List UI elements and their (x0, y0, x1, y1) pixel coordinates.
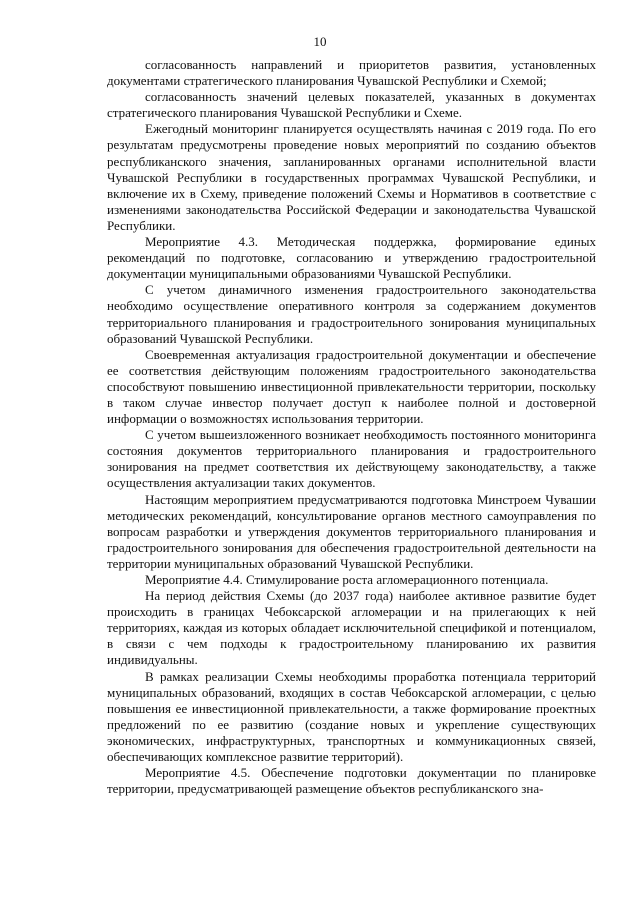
document-body (107, 57, 596, 797)
paragraph-monitoring-need: С учетом вышеизложенного возникает необходимость постоянного мониторинга состояния документов территориального планирования и градостроительного зонирования на предмет соответствия их действующему законодательству, а также осуществления актуализации таких документов. (107, 427, 596, 491)
paragraph-measure-4-5: Мероприятие 4.5. Обеспечение подготовки документации по планировке территории, предусматривающей размещение объектов республиканского зна- (107, 765, 596, 797)
paragraph-approval-directions: согласованность направлений и приоритетов развития, установленных документами стратегического планирования Чувашской Республики и Схемой; (107, 57, 596, 89)
paragraph-measure-4-4: Мероприятие 4.4. Стимулирование роста агломерационного потенциала. (145, 572, 549, 587)
paragraph-annual-monitoring: Ежегодный мониторинг планируется осуществлять начиная с 2019 года. По его результатам предусмотрены проведение новых мероприятий по созданию объектов республиканского значения, запланированных органами исполнительной власти Чувашской Республики в государственных программах Чувашской Республики, и включение их в Схему, приведение положений Схемы и Нормативов в соответствие с изменениями законодательства Российской Федерации и законодательства Чувашской Республики. (107, 121, 596, 233)
paragraph-cheboksary-agglomeration: На период действия Схемы (до 2037 года) наиболее активное развитие будет происходить в границах Чебоксарской агломерации и на прилегающих к ней территориях, каждая из которых обладает исключительной спецификой и потенциалом, в связи с чем подходы к градостроительному планированию их развития индивидуальны. (107, 588, 596, 668)
paragraph-legislation-changes: С учетом динамичного изменения градостроительного законодательства необходимо осуществление оперативного контроля за содержанием документов территориального планирования и градостроительного зонирования муниципальных образований Чувашской Республики. (107, 282, 596, 346)
paragraph-approval-targets: согласованность значений целевых показателей, указанных в документах стратегического планирования Чувашской Республики и Схеме. (107, 89, 596, 121)
paragraph-minstroy-recommendations: Настоящим мероприятием предусматриваются подготовка Минстроем Чувашии методических рекомендаций, консультирование органов местного самоуправления по вопросам разработки и утверждения документов территориального планирования и градостроительного зонирования для обеспечения градостроительной деятельности на территории муниципальных образований Чувашской Республики. (107, 491, 596, 571)
page-number: 10 (313, 34, 327, 49)
paragraph-scheme-implementation: В рамках реализации Схемы необходимы проработка потенциала территорий муниципальных образований, входящих в состав Чебоксарской агломерации, с целью повышения ее инвестиционной привлекательности, а также формирование проектных предложений по ее развитию (создание новых и укрепление существующих экономических, инфраструктурных, транспортных и коммуникационных связей, обеспечивающих комплексное развитие территорий). (107, 668, 596, 765)
paragraph-measure-4-3: Мероприятие 4.3. Методическая поддержка, формирование единых рекомендаций по подготовке, согласованию и утверждению градостроительной документации муниципальными образованиями Чувашской Республики. (107, 234, 596, 282)
paragraph-timely-update: Своевременная актуализация градостроительной документации и обеспечение ее соответствия действующим положениям градостроительного законодательства способствуют повышению инвестиционной привлекательности территории, поскольку в таком случае инвестор получает доступ к наиболее полной и достоверной информации о возможностях использования территории. (107, 346, 596, 427)
